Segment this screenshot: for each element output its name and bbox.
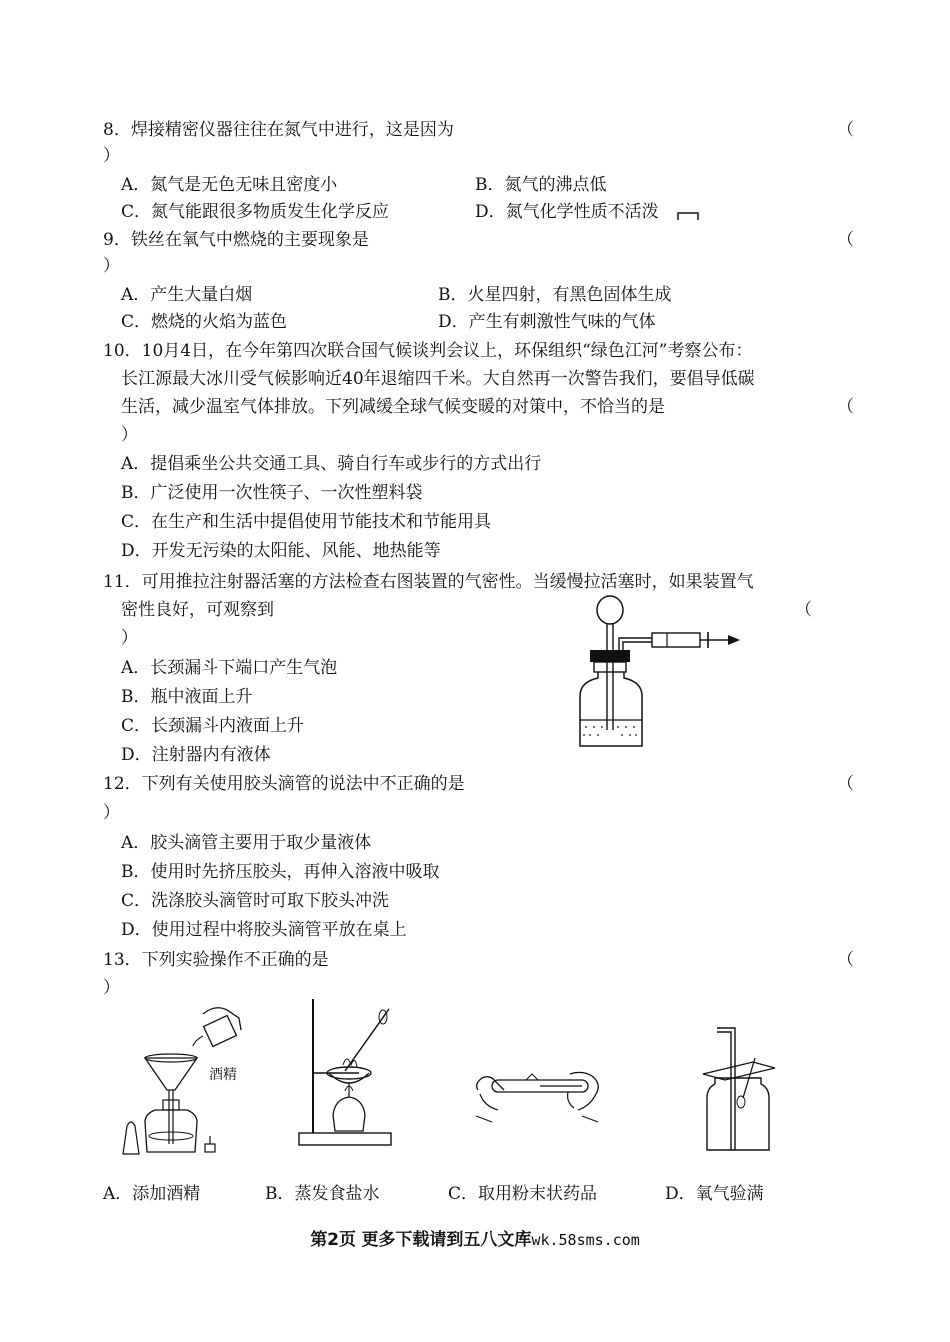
q12-answer-close: ） (103, 803, 120, 823)
q9-option-b: B．火星四射，有黑色固体生成 (438, 285, 672, 305)
q13-answer-close: ） (103, 978, 120, 998)
q9-stem: 9．铁丝在氧气中燃烧的主要现象是 (103, 230, 369, 250)
q9-option-c: C．燃烧的火焰为蓝色 (121, 312, 288, 332)
figure-b-evaporation (295, 995, 415, 1155)
q10-option-c: C．在生产和生活中提倡使用节能技术和节能用具 (121, 512, 492, 532)
q10-answer-open: （ (837, 397, 854, 417)
q12-answer-open: （ (837, 774, 854, 794)
q12-option-b: B．使用时先挤压胶头，再伸入溶液中吸取 (121, 862, 440, 882)
q11-answer-open: （ (795, 600, 812, 620)
q10-option-d: D．开发无污染的太阳能、风能、地热能等 (121, 541, 441, 561)
q12-option-c: C．洗涤胶头滴管时可取下胶头冲洗 (121, 891, 390, 911)
q13-option-a: A．添加酒精 (103, 1184, 201, 1204)
q8-answer-open: （ (837, 120, 854, 140)
alcohol-label: 酒精 (209, 1067, 237, 1083)
page-footer (0, 1228, 950, 1252)
gas-jar-oxygen-icon (695, 1022, 785, 1154)
q11-stem-line2: 密性良好，可观察到 (121, 600, 274, 620)
q9-answer-close: ） (103, 256, 120, 276)
figure-c-powder (470, 1060, 610, 1130)
q11-stem-line1: 11．可用推拉注射器活塞的方法检查右图装置的气密性。当缓慢拉活塞时，如果装置气 (103, 572, 754, 592)
figure-a-adding-alcohol (115, 1004, 255, 1164)
q12-option-d: D．使用过程中将胶头滴管平放在桌上 (121, 920, 407, 940)
q10-option-b: B．广泛使用一次性筷子、一次性塑料袋 (121, 483, 423, 503)
alcohol-lamp-funnel-icon (115, 1004, 255, 1164)
q8-option-b: B．氮气的沸点低 (475, 175, 607, 195)
q9-answer-open: （ (837, 230, 854, 250)
q11-option-a: A．长颈漏斗下端口产生气泡 (121, 658, 338, 678)
footer-more-downloads: 更多下载请到五八文库 (361, 1230, 532, 1250)
q13-option-c: C．取用粉末状药品 (448, 1184, 598, 1204)
q8-stem: 8．焊接精密仪器往往在氮气中进行，这是因为 (103, 120, 454, 140)
test-tube-hands-icon (470, 1060, 610, 1130)
footer-page-number: 第2页 (310, 1230, 357, 1250)
q12-option-a: A．胶头滴管主要用于取少量液体 (121, 833, 372, 853)
q10-stem-line1: 10．10月4日，在今年第四次联合国气候谈判会议上，环保组织“绿色江河”考察公布： (103, 341, 753, 361)
q13-stem: 13．下列实验操作不正确的是 (103, 950, 329, 970)
q13-option-b: B．蒸发食盐水 (265, 1184, 380, 1204)
q10-stem-line2: 长江源最大冰川受气候影响近40年退缩四千米。大自然再一次警告我们，要倡导低碳 (121, 369, 755, 389)
correction-mark-icon (676, 208, 700, 222)
q13-option-d: D．氧气验满 (665, 1184, 764, 1204)
q12-stem: 12．下列有关使用胶头滴管的说法中不正确的是 (103, 774, 465, 794)
footer-site-link[interactable]: wk.58sms.com (531, 1231, 640, 1249)
q11-option-d: D．注射器内有液体 (121, 745, 271, 765)
q11-option-b: B．瓶中液面上升 (121, 687, 253, 707)
q8-option-d: D．氮气化学性质不活泼 (475, 202, 659, 222)
evaporation-stand-icon (295, 995, 415, 1155)
q10-stem-line3: 生活，减少温室气体排放。下列减缓全球气候变暖的对策中，不恰当的是 (121, 397, 665, 417)
q8-answer-close: ） (103, 146, 120, 166)
q10-option-a: A．提倡乘坐公共交通工具、骑自行车或步行的方式出行 (121, 454, 542, 474)
q8-option-c: C．氮气能跟很多物质发生化学反应 (121, 202, 390, 222)
q9-option-a: A．产生大量白烟 (121, 285, 253, 305)
gas-tightness-apparatus-icon (572, 590, 752, 750)
q11-apparatus-figure (572, 590, 752, 750)
q9-option-d: D．产生有刺激性气味的气体 (438, 312, 656, 332)
q8-option-a: A．氮气是无色无味且密度小 (121, 175, 338, 195)
q10-answer-close: ） (121, 425, 138, 445)
figure-d-oxygen-check (695, 1022, 785, 1154)
q11-answer-close: ） (121, 628, 138, 648)
q13-answer-open: （ (837, 950, 854, 970)
q11-option-c: C．长颈漏斗内液面上升 (121, 716, 305, 736)
